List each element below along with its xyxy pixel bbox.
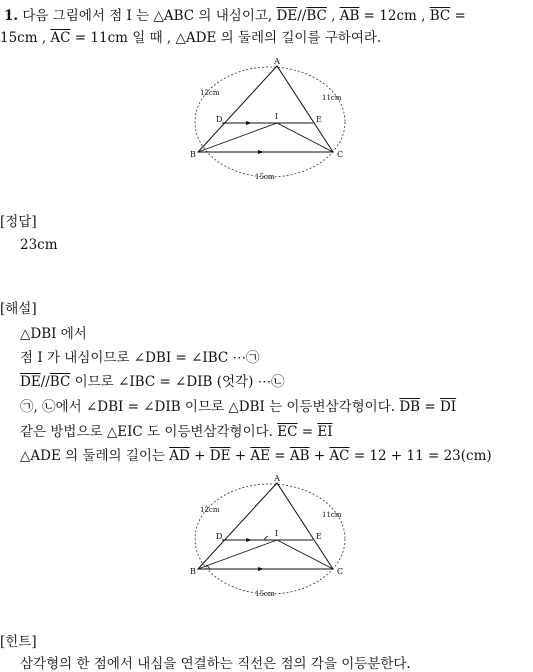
length-bc: 15cm [255,590,275,598]
separator: , [326,8,340,24]
triangle-figure-2 [180,472,360,602]
problem-line-2 [0,26,381,46]
label-d: D [216,115,223,124]
problem-number: 1. [4,8,19,24]
segment-bc: $\overline{BC}$ [49,374,71,390]
segment-ae: $\overline{AE}$ [250,448,270,464]
label-a: A [274,474,280,483]
bc-value: 15cm , [0,30,51,46]
plus: + [309,448,330,464]
result-text: = 12 + 11 = 23(cm) [349,448,492,464]
segment-db: $\overline{DB}$ [399,399,421,415]
label-i: I [275,529,279,538]
explanation-text: △ADE 의 둘레의 길이는 [20,448,170,464]
segment-di: $\overline{DI}$ [439,399,457,415]
explanation-header: [해설] [0,301,37,317]
segment-ab: $\overline{AB}$ [289,448,310,464]
explanation-line-2: 점 I 가 내심이므로 ∠DBI = ∠IBC ⋯㉠ [20,350,260,366]
segment-bi-line [198,540,277,569]
segment-de: $\overline{DE}$ [209,448,231,464]
hint-header: [힌트] [0,634,37,650]
segment-ac: $\overline{AC}$ [329,448,350,464]
segment-bc: $\overline{BC}$ [306,8,327,24]
angle-mark-i [264,536,268,540]
label-a: A [274,57,280,66]
explanation-line-6 [20,444,492,464]
answer-value: 23cm [20,237,58,253]
triangle-abc [198,483,333,569]
hint-text: 삼각형의 한 점에서 내심을 연결하는 직선은 점의 각을 이등분한다. [20,656,411,672]
explanation-line-4 [20,395,456,415]
explanation-text: 이므로 ∠IBC = ∠DIB (엇각) ⋯㉡ [70,374,285,390]
equals: = [450,8,466,24]
explanation-line-3 [20,370,285,390]
label-b: B [190,567,196,576]
label-c: C [337,567,344,576]
equals: = [269,448,290,464]
explanation-text: ㉠, ㉡에서 ∠DBI = ∠DIB 이므로 △DBI 는 이등변삼각형이다. [20,399,400,415]
arrow-bc [258,567,264,571]
equals: = [420,399,440,415]
segment-ic-line [277,123,333,152]
label-e: E [316,532,322,541]
answer-header: [정답] [0,214,37,230]
arrow-de [246,538,252,542]
segment-ad: $\overline{AD}$ [169,448,190,464]
parallel-sign: // [40,374,50,390]
segment-bi-line [198,123,277,152]
parallel-sign: // [297,8,307,24]
problem-line-1 [4,4,466,24]
label-d: D [216,532,223,541]
length-ab: 12cm [200,506,220,514]
explanation-line-1: △DBI 에서 [20,326,87,342]
segment-ei: $\overline{EI}$ [317,424,333,440]
segment-ab: $\overline{AB}$ [339,8,360,24]
segment-ec: $\overline{EC}$ [277,424,298,440]
plus: + [189,448,210,464]
problem-text: 다음 그림에서 점 I 는 △ABC 의 내심이고, [22,8,277,24]
segment-de: $\overline{DE}$ [276,8,298,24]
length-ac: 11cm [322,511,342,519]
label-i: I [275,112,279,121]
segment-ic-line [277,540,333,569]
ab-value: = 12cm , [359,8,430,24]
problem-question: = 11cm 일 때 , △ADE 의 둘레의 길이를 구하여라. [70,30,382,46]
arrow-bc [258,150,264,154]
length-bc: 15cm [255,173,275,181]
triangle-figure-1 [180,55,360,185]
segment-de: $\overline{DE}$ [20,374,41,390]
equals: = [297,424,318,440]
triangle-abc [198,66,333,152]
length-ab: 12cm [200,89,220,97]
length-ac: 11cm [322,94,342,102]
plus: + [230,448,251,464]
arrow-de [246,121,252,125]
label-c: C [337,150,344,159]
segment-ac: $\overline{AC}$ [50,30,71,46]
label-b: B [190,150,196,159]
explanation-line-5 [20,420,333,440]
segment-bc-2: $\overline{BC}$ [429,8,451,24]
explanation-text: 같은 방법으로 △EIC 도 이등변삼각형이다. [20,424,278,440]
label-e: E [316,115,322,124]
